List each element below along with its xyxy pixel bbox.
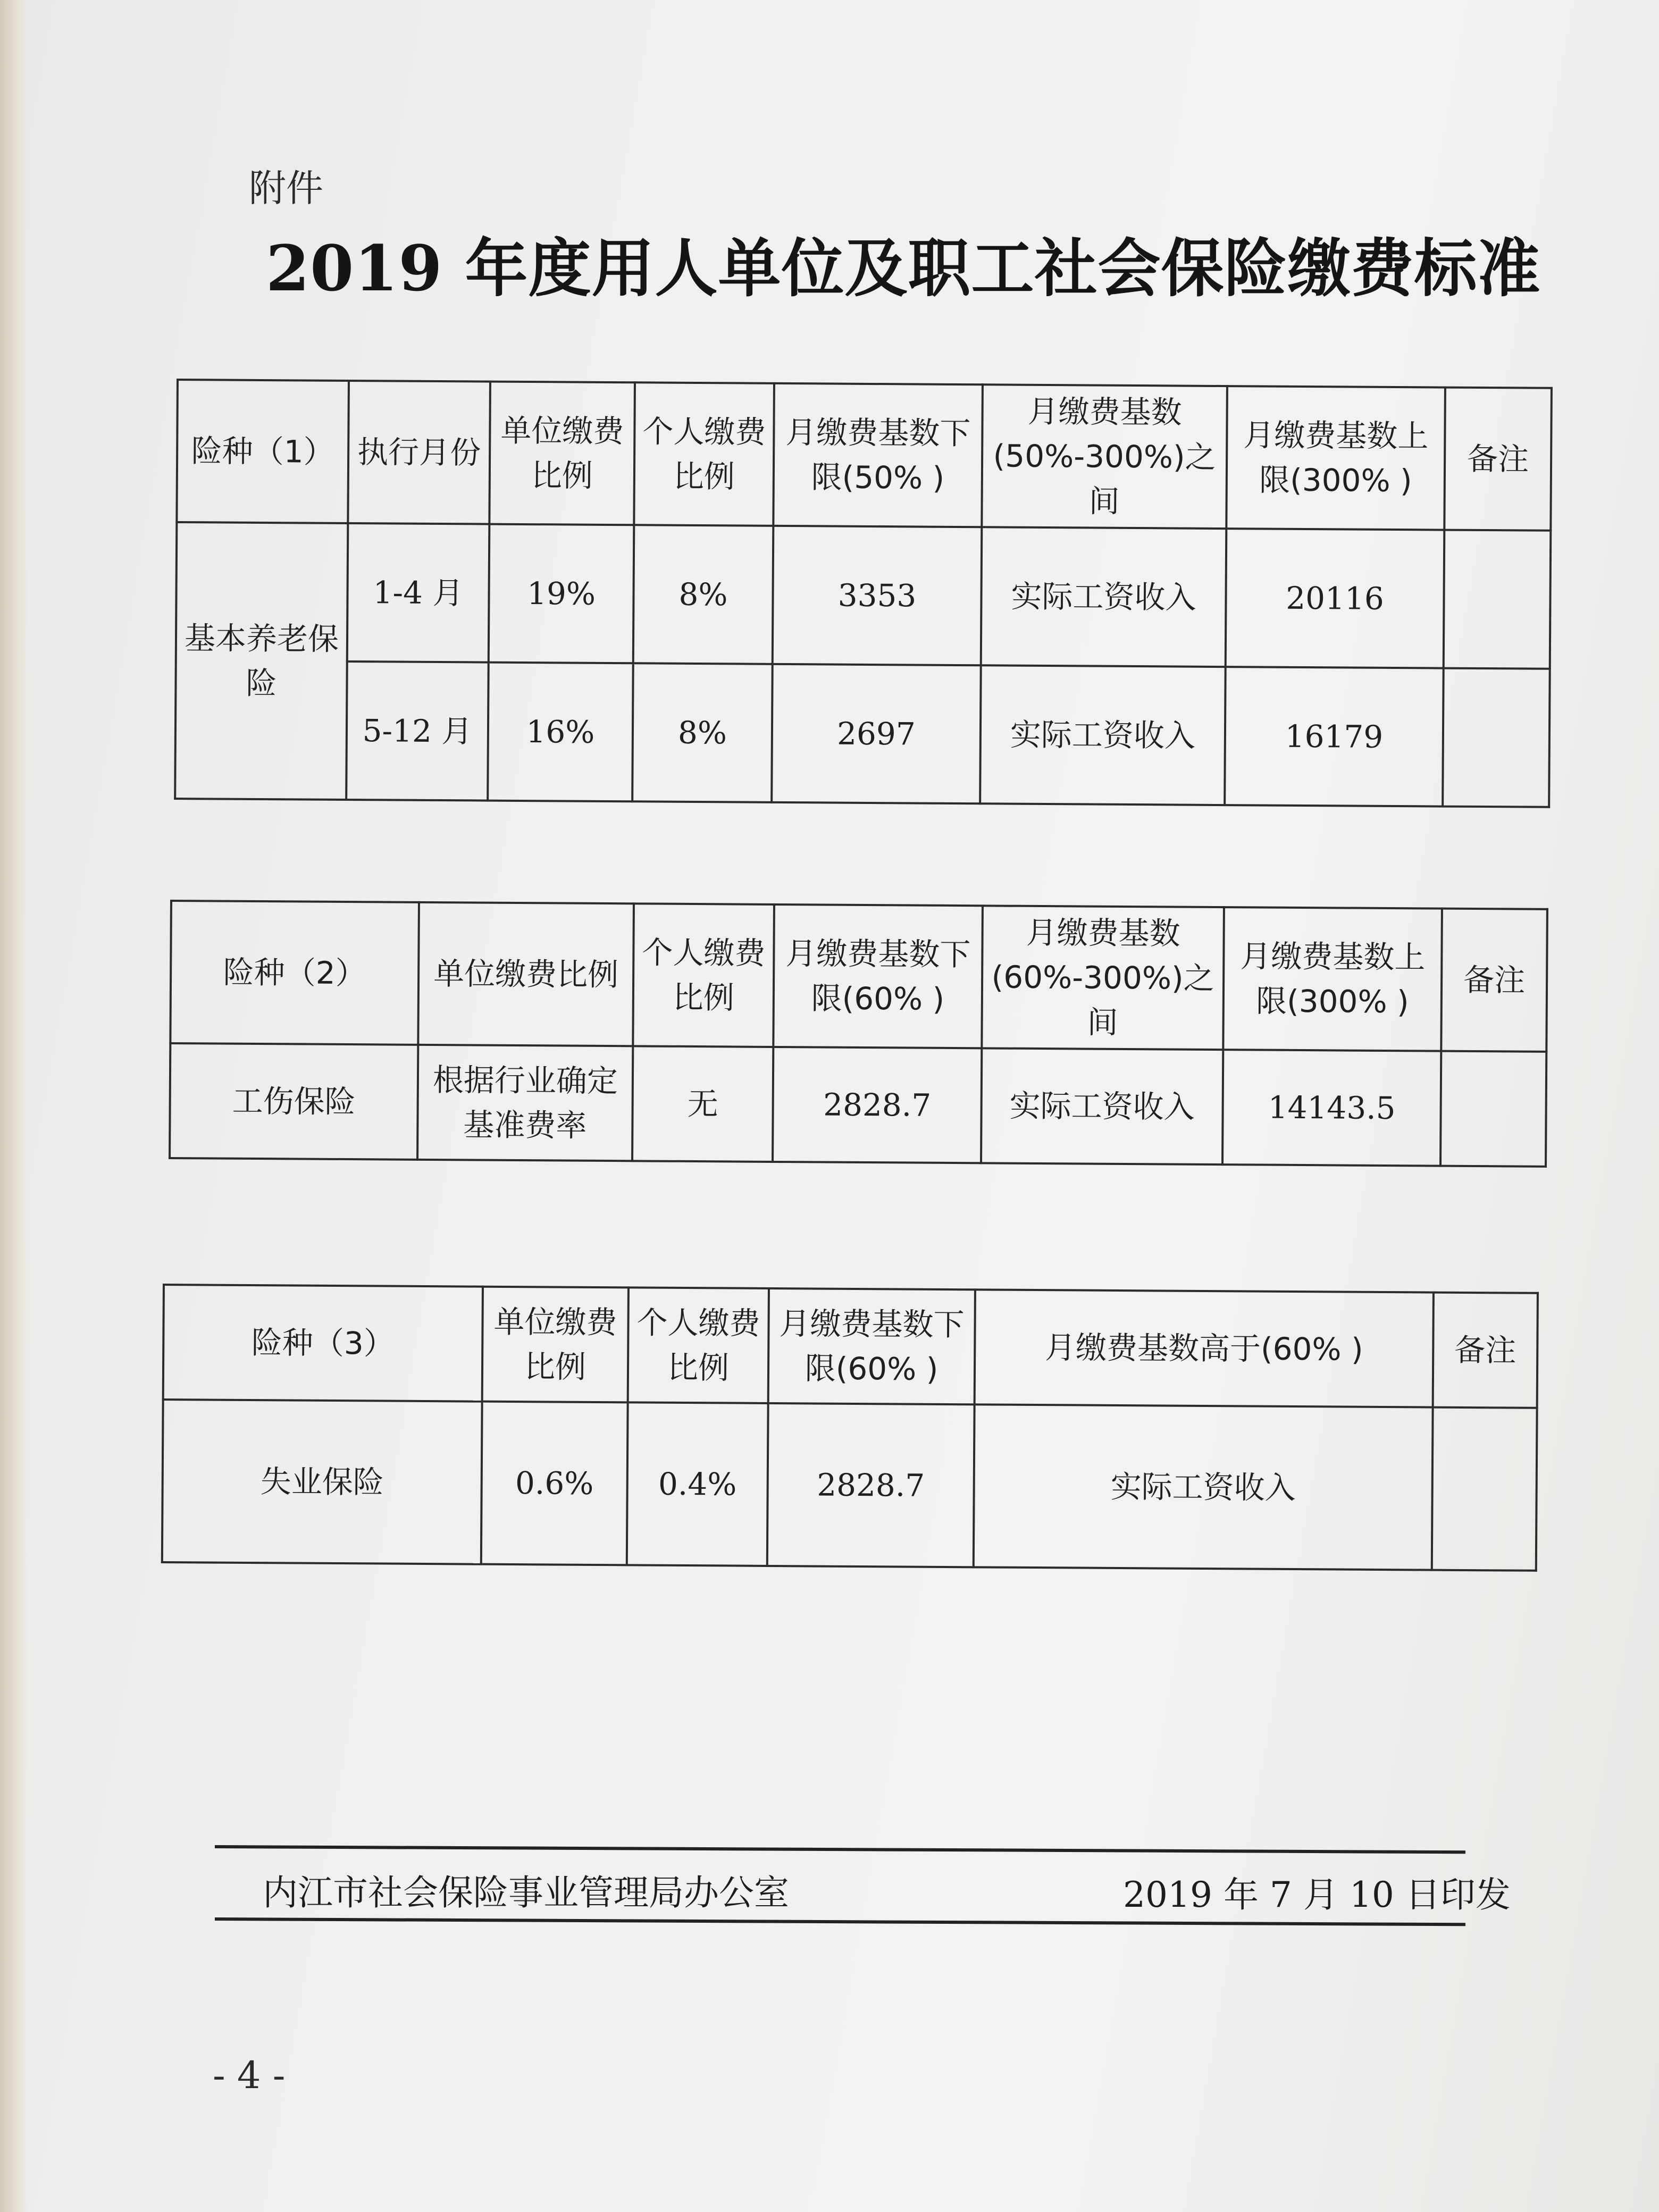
unit-rate-cell: 根据行业确定基准费率 (417, 1045, 633, 1161)
footer-bottom-rule (215, 1917, 1465, 1926)
pension-insurance-table (174, 379, 1553, 808)
table-row (170, 1043, 1546, 1167)
base-above-cell: 实际工资收入 (974, 1404, 1433, 1570)
header-base-upper: 月缴费基数上限(300% ) (1226, 386, 1445, 530)
header-base-above: 月缴费基数高于(60% ) (975, 1289, 1434, 1407)
remark-cell (1443, 668, 1550, 807)
period-cell: 5-12 月 (346, 661, 489, 801)
table-row (162, 1400, 1537, 1571)
header-remark: 备注 (1441, 909, 1547, 1052)
personal-rate-cell: 无 (632, 1046, 773, 1162)
footer-top-rule (215, 1845, 1465, 1854)
table-header-row (163, 1285, 1538, 1408)
header-period: 执行月份 (348, 381, 490, 524)
issue-date: 2019 年 7 月 10 日印发 (1123, 1874, 1511, 1915)
issuer-office: 内江市社会保险事业管理局办公室 (263, 1872, 789, 1913)
insurance-type-cell: 基本养老保险 (175, 522, 348, 800)
work-injury-insurance-table (169, 900, 1548, 1168)
remark-cell (1440, 1051, 1546, 1167)
personal-rate-cell: 0.4% (627, 1402, 768, 1566)
remark-cell (1432, 1407, 1537, 1571)
base-lower-cell: 2697 (772, 664, 981, 803)
base-lower-cell: 2828.7 (773, 1047, 982, 1163)
period-cell: 1-4 月 (347, 523, 490, 663)
base-between-cell: 实际工资收入 (980, 665, 1226, 805)
header-insurance-type: 险种（1） (177, 380, 349, 523)
unemployment-insurance-table (161, 1284, 1539, 1572)
unit-rate-cell: 19% (489, 524, 634, 664)
attachment-label: 附件 (249, 166, 323, 210)
table-header-row (177, 380, 1552, 531)
base-lower-cell: 2828.7 (767, 1403, 975, 1567)
page-number: - 4 - (213, 2054, 286, 2097)
header-remark: 备注 (1444, 388, 1552, 531)
insurance-type-cell: 失业保险 (162, 1400, 482, 1564)
table-header-row (170, 901, 1547, 1052)
insurance-type-cell: 工伤保险 (170, 1043, 418, 1160)
header-insurance-type: 险种（3） (163, 1285, 483, 1402)
header-unit-rate: 单位缴费比例 (418, 902, 634, 1046)
header-unit-rate: 单位缴费比例 (482, 1287, 629, 1403)
base-between-cell: 实际工资收入 (981, 527, 1227, 667)
header-insurance-type: 险种（2） (170, 901, 419, 1045)
header-remark: 备注 (1433, 1293, 1538, 1408)
unit-rate-cell: 16% (488, 663, 633, 802)
header-personal-rate: 个人缴费比例 (634, 382, 774, 526)
unit-rate-cell: 0.6% (481, 1402, 628, 1565)
header-base-lower: 月缴费基数下限(60% ) (773, 904, 983, 1048)
header-base-between: 月缴费基数(50%-300%)之间 (982, 384, 1227, 529)
personal-rate-cell: 8% (633, 525, 774, 664)
header-unit-rate: 单位缴费比例 (489, 382, 635, 525)
remark-cell (1444, 530, 1551, 669)
header-personal-rate: 个人缴费比例 (633, 903, 774, 1047)
header-base-lower: 月缴费基数下限(50% ) (773, 383, 983, 527)
paper-edge-shadow (0, 0, 28, 2212)
header-base-lower: 月缴费基数下限(60% ) (768, 1288, 975, 1404)
base-between-cell: 实际工资收入 (981, 1048, 1223, 1164)
header-base-upper: 月缴费基数上限(300% ) (1223, 907, 1442, 1051)
table-row (176, 522, 1551, 669)
header-base-between: 月缴费基数(60%-300%)之间 (982, 906, 1224, 1050)
base-upper-cell: 14143.5 (1222, 1050, 1441, 1166)
table-row (175, 660, 1550, 807)
header-personal-rate: 个人缴费比例 (628, 1287, 769, 1403)
personal-rate-cell: 8% (632, 663, 773, 802)
base-lower-cell: 3353 (773, 526, 982, 665)
base-upper-cell: 20116 (1226, 529, 1445, 668)
base-upper-cell: 16179 (1225, 667, 1444, 806)
document-title: 2019 年度用人单位及职工社会保险缴费标准 (266, 231, 1541, 305)
